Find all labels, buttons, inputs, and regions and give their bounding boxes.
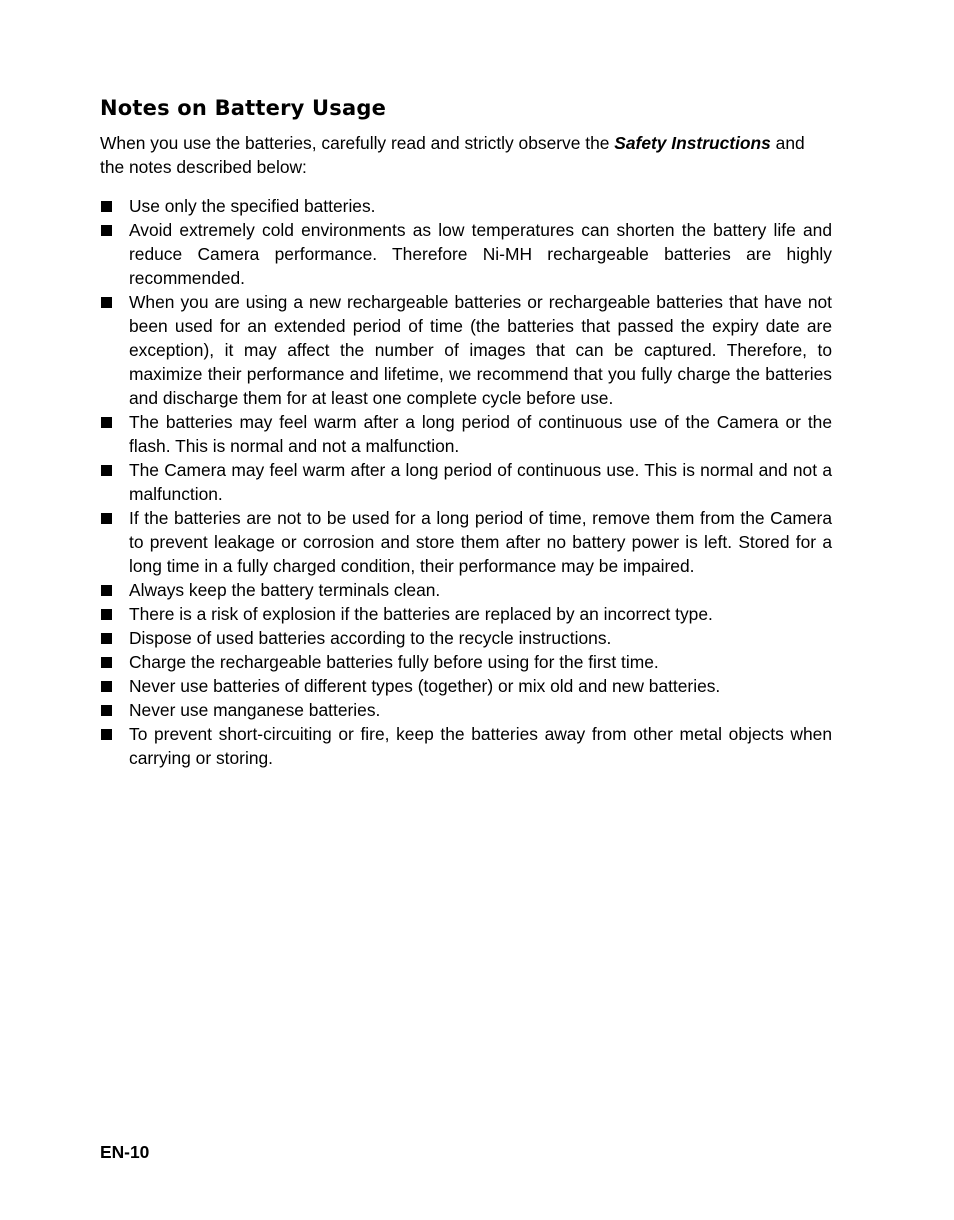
square-bullet-icon (101, 297, 112, 308)
list-item (100, 458, 832, 506)
list-item-text: Never use batteries of different types (together) or mix old and new batteries. (129, 676, 721, 696)
list-item-text: There is a risk of explosion if the batteries are replaced by an incorrect type. (129, 604, 713, 624)
battery-notes-list (100, 194, 832, 770)
square-bullet-icon (101, 633, 112, 644)
list-item (100, 722, 832, 770)
list-item (100, 194, 832, 218)
square-bullet-icon (101, 705, 112, 716)
list-item-text: The batteries may feel warm after a long period of continuous use of the Camera or the flash. This is normal and not a malfunction. (129, 412, 832, 456)
square-bullet-icon (101, 585, 112, 596)
page-heading: Notes on Battery Usage (100, 96, 387, 120)
intro-text-after: and the notes described below: (100, 133, 805, 177)
list-item (100, 506, 832, 578)
document-page (100, 94, 832, 770)
list-item-text: Avoid extremely cold environments as low temperatures can shorten the battery life and reduce Camera performance. Therefore Ni-MH rechargeable batteries are highly recommended. (129, 220, 832, 288)
list-item-text: Charge the rechargeable batteries fully before using for the first time. (129, 652, 659, 672)
list-item-text: Always keep the battery terminals clean. (129, 580, 441, 600)
square-bullet-icon (101, 225, 112, 236)
square-bullet-icon (101, 417, 112, 428)
list-item (100, 578, 832, 602)
square-bullet-icon (101, 657, 112, 668)
list-item-text: When you are using a new rechargeable batteries or rechargeable batteries that have not been used for an extended period of time (the batteries that passed the expiry date are exception), it may affect the number of images that can be captured. Therefore, to maximize their performance and lifetime, we recommend that you fully charge the batteries and discharge them for at least one complete cycle before use. (129, 292, 832, 408)
list-item-text: Use only the specified batteries. (129, 196, 376, 216)
square-bullet-icon (101, 609, 112, 620)
list-item (100, 626, 832, 650)
square-bullet-icon (101, 513, 112, 524)
safety-instructions-emphasis: Safety Instructions (614, 133, 771, 153)
list-item (100, 602, 832, 626)
intro-text-before: When you use the batteries, carefully read and strictly observe the (100, 133, 615, 153)
list-item (100, 650, 832, 674)
list-item-text: To prevent short-circuiting or fire, keep the batteries away from other metal objects when carrying or storing. (129, 724, 832, 768)
list-item (100, 290, 832, 410)
list-item (100, 698, 832, 722)
list-item (100, 218, 832, 290)
list-item-text: Dispose of used batteries according to the recycle instructions. (129, 628, 612, 648)
square-bullet-icon (101, 729, 112, 740)
list-item (100, 674, 832, 698)
list-item-text: Never use manganese batteries. (129, 700, 381, 720)
intro-paragraph (100, 131, 832, 179)
square-bullet-icon (101, 465, 112, 476)
square-bullet-icon (101, 201, 112, 212)
page-number: EN-10 (100, 1142, 150, 1162)
list-item-text: The Camera may feel warm after a long period of continuous use. This is normal and not a malfunction. (129, 460, 832, 504)
list-item-text: If the batteries are not to be used for a long period of time, remove them from the Camera to prevent leakage or corrosion and store them after no battery power is left. Stored for a long time in a fully charged condition, their performance may be impaired. (129, 508, 832, 576)
square-bullet-icon (101, 681, 112, 692)
list-item (100, 410, 832, 458)
